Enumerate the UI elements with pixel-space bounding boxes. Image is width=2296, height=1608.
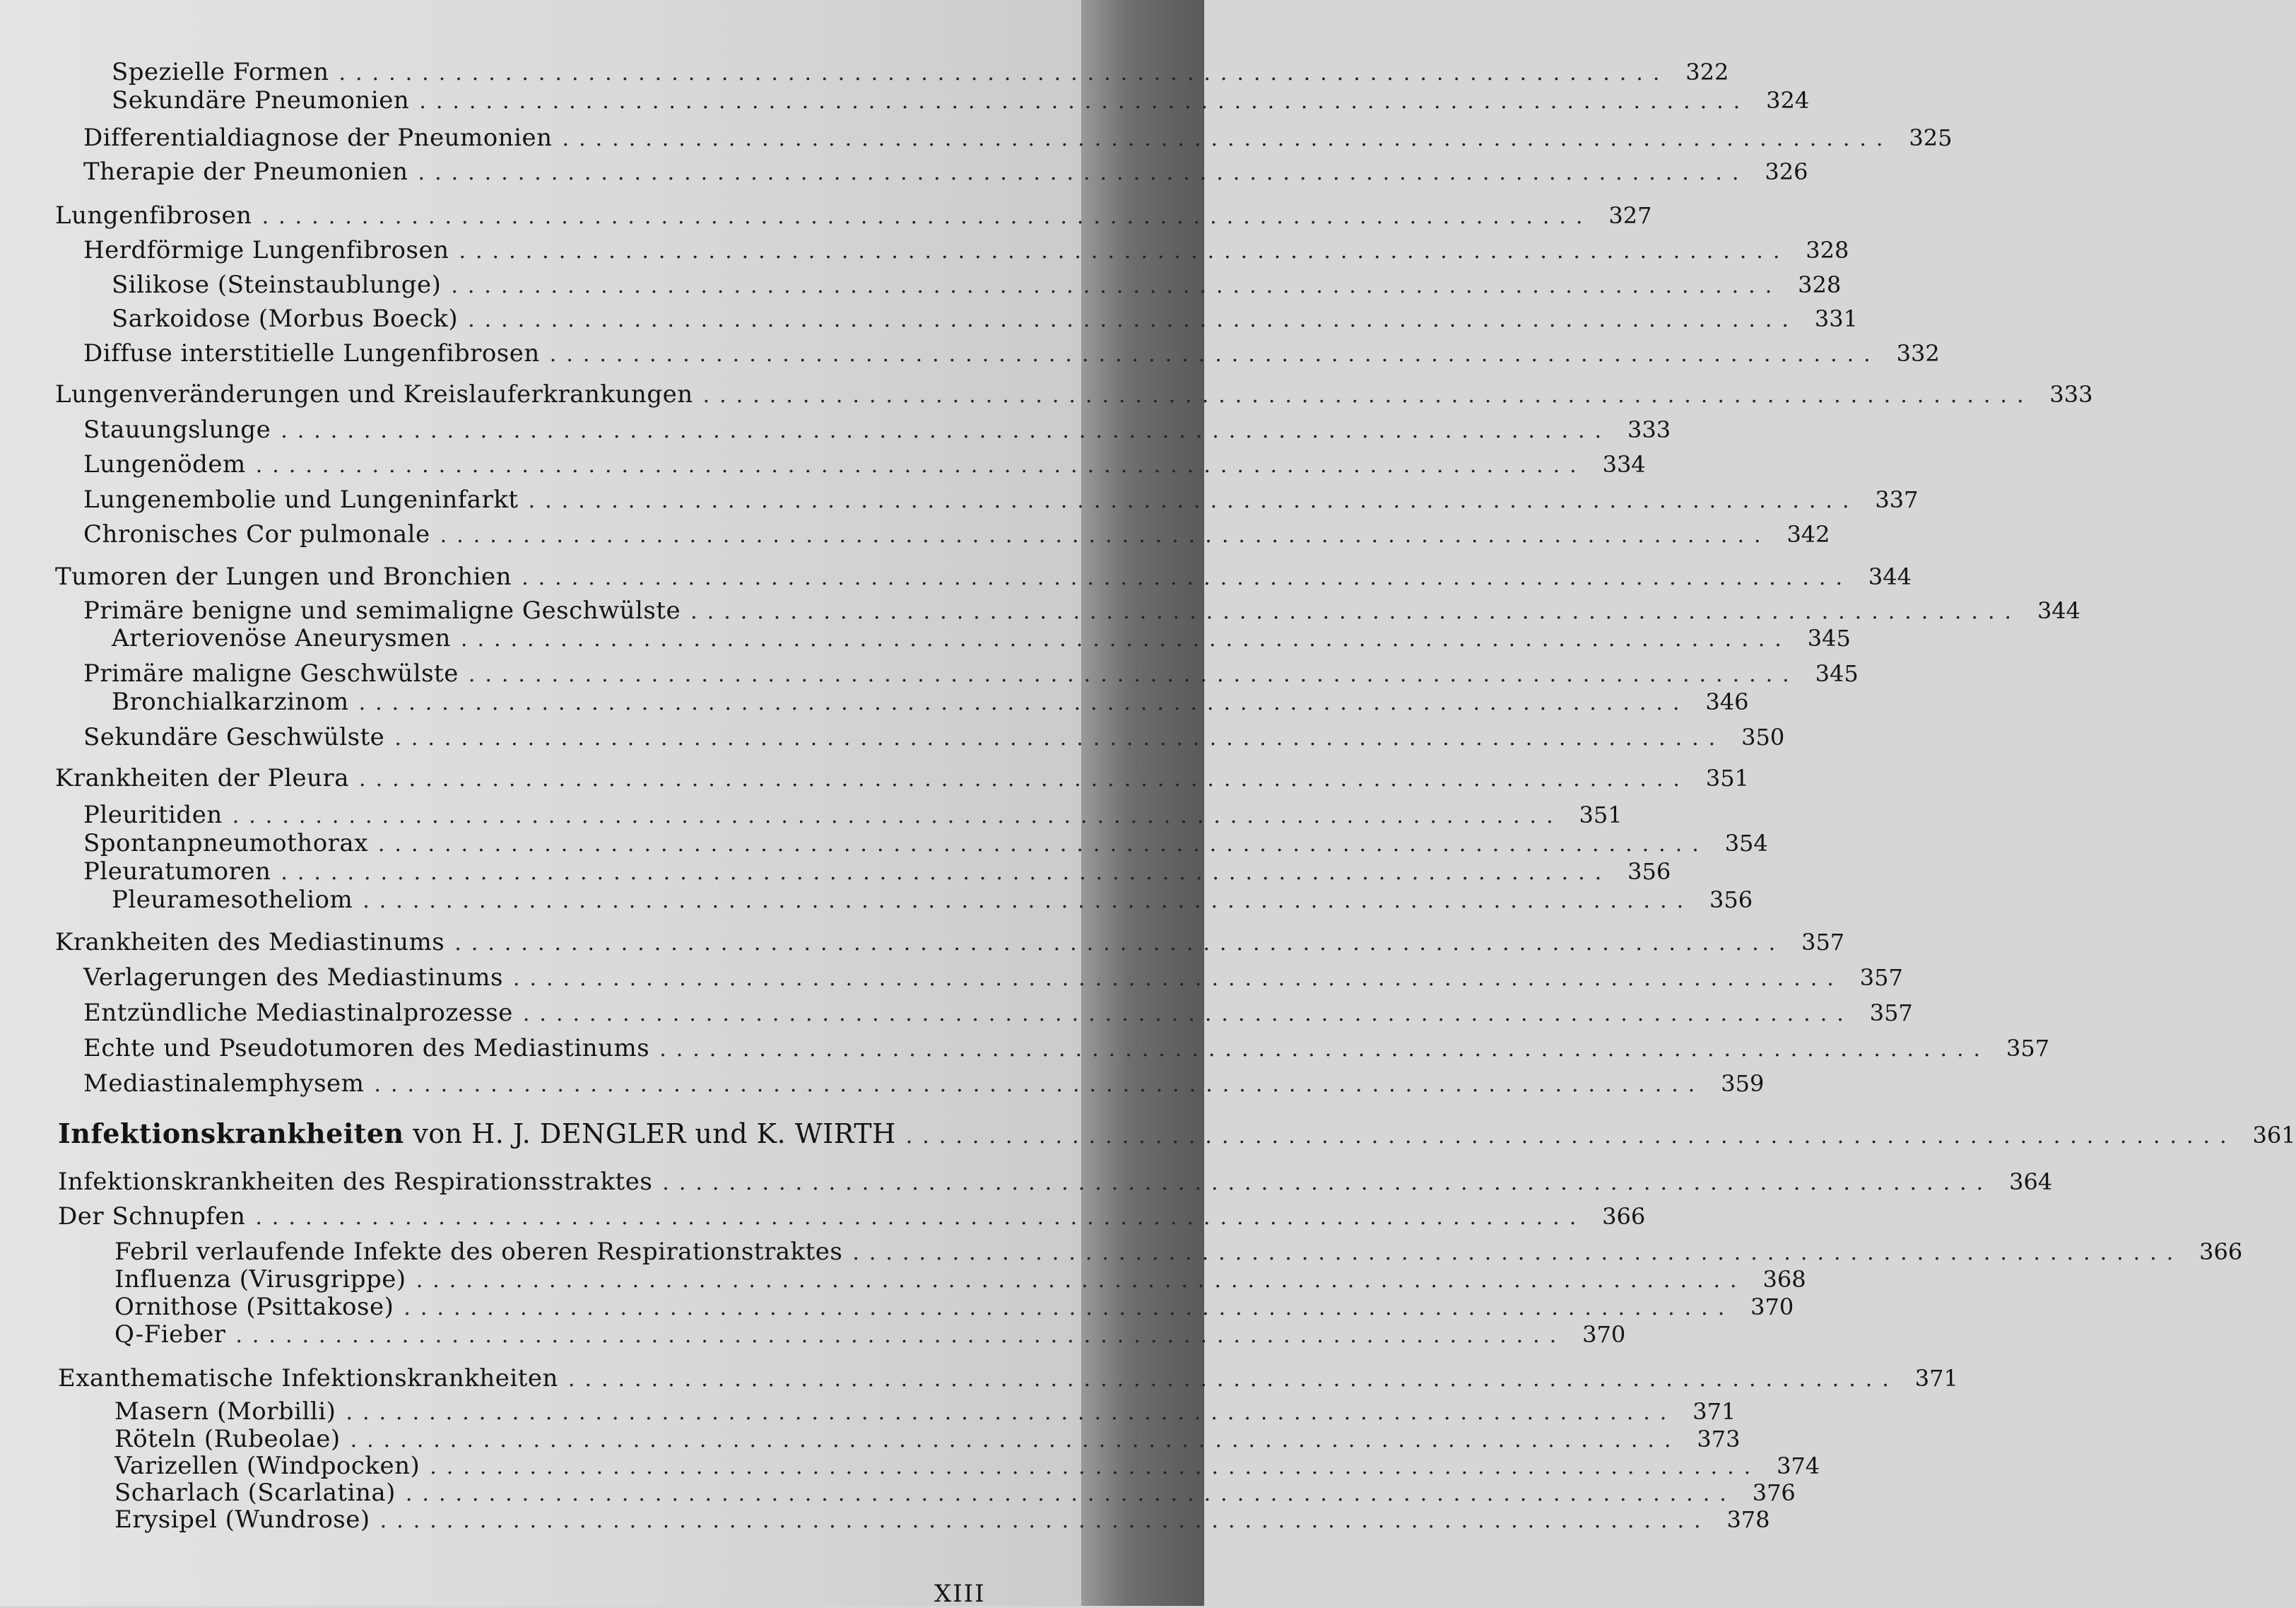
toc-entry-title: Chronisches Cor pulmonale bbox=[83, 520, 430, 548]
toc-entry-title: Diffuse interstitielle Lungenfibrosen bbox=[83, 339, 540, 368]
leader-dots: ................................................................................ bbox=[662, 1170, 1994, 1195]
chapter-title bbox=[58, 1117, 896, 1149]
leader-dots: ................................................................................ bbox=[567, 1367, 1899, 1392]
toc-entry bbox=[55, 764, 1749, 792]
toc-entry-title: Röteln (Rubeolae) bbox=[114, 1425, 341, 1453]
chapter-page: 361 bbox=[2252, 1122, 2296, 1149]
toc-entry-page: 356 bbox=[1709, 886, 1753, 913]
toc-entry bbox=[58, 1202, 1646, 1231]
toc-entry-title: Herdförmige Lungenfibrosen bbox=[83, 236, 449, 264]
leader-dots: ................................................................................ bbox=[468, 307, 1798, 332]
toc-entry bbox=[112, 624, 1851, 652]
toc-entry bbox=[83, 723, 1785, 751]
leader-dots: ................................................................................ bbox=[261, 204, 1593, 229]
toc-entry-page: 322 bbox=[1685, 59, 1729, 86]
toc-entry bbox=[83, 1069, 1765, 1098]
toc-entry bbox=[83, 801, 1623, 829]
leader-dots: ................................................................................ bbox=[528, 488, 1859, 513]
toc-entry-page: 345 bbox=[1815, 660, 1859, 687]
toc-entry bbox=[114, 1397, 1736, 1426]
toc-entry-title: Scharlach (Scarlatina) bbox=[114, 1479, 396, 1507]
toc-entry-page: 366 bbox=[1602, 1203, 1646, 1230]
toc-entry bbox=[112, 886, 1753, 914]
toc-entry bbox=[114, 1479, 1796, 1507]
leader-dots: ................................................................................ bbox=[235, 1323, 1567, 1348]
leader-dots: ................................................................................ bbox=[460, 627, 1791, 652]
toc-entry-title: Febril verlaufende Infekte des oberen Respirationstraktes bbox=[114, 1238, 843, 1266]
toc-entry bbox=[83, 158, 1808, 186]
toc-entry bbox=[83, 597, 2081, 625]
toc-entry-title: Exanthematische Infektionskrankheiten bbox=[58, 1364, 558, 1392]
toc-entry-title: Lungenveränderungen und Kreislauferkrankungen bbox=[55, 380, 693, 409]
toc-entry-page: 350 bbox=[1741, 724, 1785, 751]
leader-dots: ................................................................................ bbox=[852, 1240, 2184, 1265]
leader-dots: ................................................................................ bbox=[346, 1400, 1677, 1425]
toc-entry-title: Ornithose (Psittakose) bbox=[114, 1293, 394, 1321]
toc-entry-title: Pleuratumoren bbox=[83, 857, 271, 886]
leader-dots: ................................................................................ bbox=[359, 767, 1690, 792]
toc-entry-page: 357 bbox=[1859, 964, 1903, 991]
toc-entry-page: 357 bbox=[1869, 999, 1913, 1026]
toc-entry-page: 378 bbox=[1726, 1506, 1770, 1533]
toc-entry bbox=[83, 124, 1953, 152]
leader-dots: ................................................................................ bbox=[659, 1037, 1991, 1062]
toc-entry bbox=[83, 416, 1671, 444]
toc-entry bbox=[83, 999, 1913, 1027]
toc-entry-page: 366 bbox=[2199, 1238, 2243, 1265]
leader-dots: ................................................................................ bbox=[363, 888, 1694, 913]
toc-entry-page: 370 bbox=[1582, 1321, 1626, 1348]
leader-dots: ................................................................................ bbox=[374, 1072, 1705, 1097]
toc-entry-title: Der Schnupfen bbox=[58, 1202, 246, 1231]
toc-entry-page: 357 bbox=[1801, 929, 1845, 956]
toc-entry-title: Pleuritiden bbox=[83, 801, 223, 829]
toc-entry bbox=[58, 1168, 2053, 1196]
toc-entry-page: 346 bbox=[1705, 688, 1749, 715]
leader-dots: ................................................................................ bbox=[379, 1508, 1711, 1533]
chapter-heading bbox=[58, 1117, 2296, 1149]
toc-entry-page: 337 bbox=[1875, 486, 1919, 513]
toc-entry-title: Krankheiten des Mediastinums bbox=[55, 928, 445, 956]
toc-entry-title: Differentialdiagnose der Pneumonien bbox=[83, 124, 553, 152]
leader-dots: ................................................................................ bbox=[416, 1268, 1747, 1293]
chapter-authors: von H. J. DENGLER und K. WIRTH bbox=[404, 1118, 896, 1149]
toc-entry bbox=[83, 963, 1903, 992]
toc-entry-page: 344 bbox=[2037, 597, 2081, 624]
toc-entry-page: 368 bbox=[1762, 1266, 1806, 1293]
toc-entry-page: 333 bbox=[2049, 381, 2093, 408]
toc-entry bbox=[112, 86, 1810, 115]
toc-entry bbox=[112, 688, 1749, 716]
leader-dots: ................................................................................ bbox=[512, 966, 1844, 991]
leader-dots: ................................................................................ bbox=[404, 1296, 1735, 1320]
page-number-roman: XIII bbox=[934, 1580, 986, 1608]
toc-entry bbox=[83, 659, 1859, 688]
toc-entry-page: 374 bbox=[1777, 1453, 1820, 1479]
toc-entry-page: 327 bbox=[1608, 202, 1652, 229]
toc-entry-title: Spezielle Formen bbox=[112, 58, 329, 86]
leader-dots: ................................................................................ bbox=[418, 160, 1749, 185]
leader-dots: ................................................................................ bbox=[468, 662, 1799, 687]
toc-entry-page: 326 bbox=[1765, 158, 1808, 185]
leader-dots: ................................................................................ bbox=[702, 383, 2034, 408]
toc-entry bbox=[83, 829, 1768, 857]
toc-entry-title: Primäre maligne Geschwülste bbox=[83, 659, 459, 688]
leader-dots: ................................................................................ bbox=[690, 599, 2022, 624]
leader-dots: ................................................................................ bbox=[405, 1481, 1736, 1506]
leader-dots: ................................................................................ bbox=[377, 832, 1709, 857]
toc-entry-page: 371 bbox=[1692, 1398, 1736, 1425]
toc-entry bbox=[58, 1364, 1958, 1392]
toc-entry-page: 328 bbox=[1798, 271, 1842, 298]
toc-entry bbox=[112, 271, 1842, 299]
toc-entry-page: 324 bbox=[1766, 87, 1810, 114]
toc-entry-title: Stauungslunge bbox=[83, 416, 271, 444]
leader-dots: ................................................................................ bbox=[430, 1455, 1761, 1479]
leader-dots: ................................................................................ bbox=[281, 418, 1612, 443]
toc-entry-title: Sekundäre Geschwülste bbox=[83, 723, 385, 751]
toc-entry-page: 351 bbox=[1705, 765, 1749, 792]
toc-entry-page: 333 bbox=[1627, 416, 1671, 443]
toc-entry-page: 376 bbox=[1752, 1479, 1796, 1506]
leader-dots: ................................................................................ bbox=[454, 931, 1786, 956]
leader-dots: ................................................................................ bbox=[522, 565, 1852, 590]
toc-entry-title: Varizellen (Windpocken) bbox=[114, 1452, 420, 1480]
toc-entry bbox=[83, 857, 1671, 886]
leader-dots: ................................................................................ bbox=[419, 89, 1750, 114]
toc-entry bbox=[83, 1034, 2050, 1062]
toc-entry-title: Sekundäre Pneumonien bbox=[112, 86, 410, 115]
toc-entry bbox=[114, 1506, 1770, 1534]
toc-entry bbox=[55, 928, 1845, 956]
toc-entry-title: Entzündliche Mediastinalprozesse bbox=[83, 999, 513, 1027]
toc-entry-title: Pleuramesotheliom bbox=[112, 886, 353, 914]
toc-entry bbox=[112, 58, 1729, 86]
toc-entry-title: Primäre benigne und semimaligne Geschwülste bbox=[83, 597, 681, 625]
toc-entry bbox=[114, 1452, 1820, 1480]
toc-entry-title: Lungenödem bbox=[83, 450, 246, 479]
leader-dots: ................................................................................ bbox=[562, 127, 1893, 151]
toc-entry-title: Krankheiten der Pleura bbox=[55, 764, 350, 792]
toc-entry-page: 332 bbox=[1896, 340, 1940, 367]
toc-entry-title: Sarkoidose (Morbus Boeck) bbox=[112, 305, 459, 333]
toc-entry-title: Silikose (Steinstaublunge) bbox=[112, 271, 442, 299]
toc-entry-page: 364 bbox=[2009, 1168, 2053, 1195]
toc-entry bbox=[83, 450, 1646, 479]
leader-dots: ................................................................................ bbox=[255, 453, 1586, 478]
leader-dots: ................................................................................ bbox=[394, 726, 1726, 751]
leader-dots: ................................................................................ bbox=[905, 1124, 2237, 1149]
toc-entry bbox=[83, 520, 1830, 548]
leader-dots: ................................................................................ bbox=[281, 860, 1612, 885]
leader-dots: ................................................................................ bbox=[358, 691, 1690, 715]
toc-entry bbox=[114, 1425, 1741, 1453]
toc-entry-page: 371 bbox=[1914, 1365, 1958, 1392]
toc-entry-title: Spontanpneumothorax bbox=[83, 829, 368, 857]
leader-dots: ................................................................................ bbox=[255, 1205, 1586, 1230]
leader-dots: ................................................................................ bbox=[451, 274, 1782, 298]
toc-entry bbox=[83, 339, 1940, 368]
toc-entry-title: Therapie der Pneumonien bbox=[83, 158, 408, 186]
leader-dots: ................................................................................ bbox=[440, 523, 1771, 548]
toc-entry-page: 370 bbox=[1750, 1293, 1794, 1320]
toc-entry-title: Mediastinalemphysem bbox=[83, 1069, 365, 1098]
toc-entry bbox=[114, 1320, 1626, 1349]
chapter-title-bold: Infektionskrankheiten bbox=[58, 1117, 404, 1149]
toc-entry-title: Verlagerungen des Mediastinums bbox=[83, 963, 503, 992]
toc-entry bbox=[114, 1238, 2243, 1266]
toc-entry bbox=[83, 486, 1919, 514]
toc-entry-page: 357 bbox=[2006, 1035, 2050, 1062]
toc-entry-title: Lungenembolie und Lungeninfarkt bbox=[83, 486, 519, 514]
toc-entry-page: 328 bbox=[1806, 237, 1849, 264]
toc-entry bbox=[55, 563, 1912, 591]
toc-entry-page: 334 bbox=[1602, 451, 1646, 478]
toc-entry-page: 342 bbox=[1786, 521, 1830, 548]
toc-entry bbox=[114, 1265, 1806, 1293]
toc-entry bbox=[83, 236, 1849, 264]
toc-entry bbox=[55, 201, 1652, 230]
toc-entry bbox=[112, 305, 1858, 333]
toc-entry-title: Tumoren der Lungen und Bronchien bbox=[55, 563, 512, 591]
toc-entry-title: Erysipel (Wundrose) bbox=[114, 1506, 370, 1534]
toc-entry-title: Infektionskrankheiten des Respirationsstraktes bbox=[58, 1168, 653, 1196]
toc-entry-title: Bronchialkarzinom bbox=[112, 688, 349, 716]
leader-dots: ................................................................................ bbox=[232, 804, 1563, 828]
toc-entry-page: 344 bbox=[1868, 563, 1912, 590]
toc-entry-page: 331 bbox=[1814, 305, 1858, 332]
toc-entry-title: Masern (Morbilli) bbox=[114, 1397, 336, 1426]
toc-entry bbox=[55, 380, 2093, 409]
toc-entry-title: Lungenfibrosen bbox=[55, 201, 252, 230]
toc-entry-page: 356 bbox=[1627, 858, 1671, 885]
toc-entry-page: 345 bbox=[1807, 625, 1851, 652]
toc-entry-page: 351 bbox=[1579, 802, 1623, 828]
toc-entry-title: Arteriovenöse Aneurysmen bbox=[112, 624, 451, 652]
toc-entry-title: Echte und Pseudotumoren des Mediastinums bbox=[83, 1034, 650, 1062]
leader-dots: ................................................................................ bbox=[338, 61, 1670, 86]
toc-entry-title: Q-Fieber bbox=[114, 1320, 226, 1349]
toc-entry-page: 354 bbox=[1724, 830, 1768, 857]
toc-entry bbox=[114, 1293, 1794, 1321]
toc-entry-title: Influenza (Virusgrippe) bbox=[114, 1265, 406, 1293]
leader-dots: ................................................................................ bbox=[522, 1002, 1854, 1026]
toc-entry-page: 373 bbox=[1697, 1426, 1741, 1453]
leader-dots: ................................................................................ bbox=[459, 239, 1790, 264]
leader-dots: ................................................................................ bbox=[549, 342, 1880, 367]
toc-entry-page: 359 bbox=[1721, 1070, 1765, 1097]
toc-entry-page: 325 bbox=[1909, 124, 1953, 151]
leader-dots: ................................................................................ bbox=[350, 1428, 1681, 1453]
